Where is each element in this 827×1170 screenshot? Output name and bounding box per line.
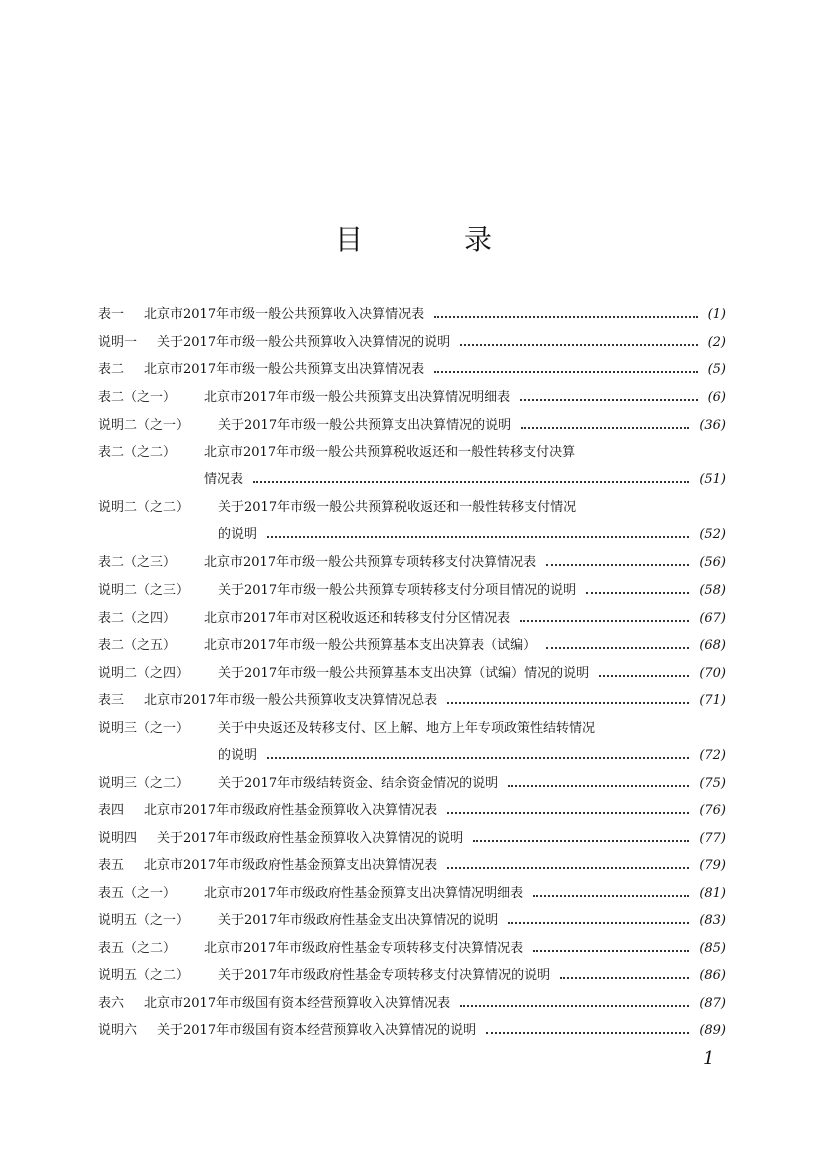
toc-entry-line xyxy=(98,472,726,488)
leader-dots xyxy=(434,316,698,318)
toc-entry[interactable] xyxy=(98,968,726,995)
toc-entry[interactable] xyxy=(98,445,726,499)
toc-entry-line xyxy=(98,886,726,902)
toc-entry-title: 关于2017年市级政府性基金预算收入决算情况的说明 xyxy=(157,831,464,846)
toc-entry-line xyxy=(98,941,726,957)
toc-entry-label: 说明三（之一） xyxy=(98,721,190,736)
toc-entry-label: 表三 xyxy=(98,693,125,708)
toc-entry-label: 说明六 xyxy=(98,1023,138,1038)
toc-entry-label: 说明四 xyxy=(98,831,138,846)
leader-dots xyxy=(460,1005,689,1007)
leader-dots xyxy=(267,536,689,538)
toc-entry-label: 表二（之四） xyxy=(98,611,177,626)
toc-entry-page: (1) xyxy=(707,307,726,322)
toc-entry-line xyxy=(98,968,726,984)
toc-entry[interactable] xyxy=(98,638,726,665)
toc-entry-label: 说明二（之二） xyxy=(98,500,190,515)
toc-entry[interactable] xyxy=(98,611,726,638)
leader-dots xyxy=(560,977,689,979)
toc-entry-title: 北京市2017年市级一般公共预算税收返还和一般性转移支付决算 xyxy=(204,445,576,460)
toc-entry-title: 关于2017年市级政府性基金支出决算情况的说明 xyxy=(218,913,499,928)
leader-dots xyxy=(546,564,689,566)
toc-entry-label: 表五（之一） xyxy=(98,886,177,901)
toc-entry-page: (77) xyxy=(699,831,726,846)
toc-entry-title: 北京市2017年市对区税收返还和转移支付分区情况表 xyxy=(204,611,511,626)
toc-entry-title: 关于中央返还及转移支付、区上解、地方上年专项政策性结转情况 xyxy=(218,721,596,736)
leader-dots xyxy=(447,812,689,814)
leader-dots xyxy=(586,592,689,594)
toc-entry-title: 北京市2017年市级一般公共预算收入决算情况表 xyxy=(144,307,425,322)
leader-dots xyxy=(447,702,689,704)
toc-entry-line xyxy=(98,418,726,434)
toc-entry[interactable] xyxy=(98,858,726,885)
leader-dots xyxy=(253,481,689,483)
toc-entry-title: 关于2017年市级政府性基金专项转移支付决算情况的说明 xyxy=(218,968,551,983)
toc-entry-title: 北京市2017年市级一般公共预算收支决算情况总表 xyxy=(144,693,438,708)
toc-entry-label: 说明五（之一） xyxy=(98,913,190,928)
toc-entry-line xyxy=(98,611,726,627)
toc-entry-line xyxy=(98,1023,726,1039)
leader-dots xyxy=(520,399,698,401)
toc-entry-page: (2) xyxy=(707,335,726,350)
toc-entry-page: (86) xyxy=(699,968,726,983)
page-number: 1 xyxy=(703,1048,715,1069)
toc-entry-label: 说明二（之四） xyxy=(98,666,190,681)
toc-entry[interactable] xyxy=(98,362,726,389)
toc-entry-line xyxy=(98,831,726,847)
toc-entry-label: 表二（之二） xyxy=(98,445,177,460)
toc-entry-title: 关于2017年市级一般公共预算收入决算情况的说明 xyxy=(157,335,451,350)
toc-entry-title: 关于2017年市级国有资本经营预算收入决算情况的说明 xyxy=(157,1023,477,1038)
toc-entry-line xyxy=(98,776,726,792)
leader-dots xyxy=(599,675,689,677)
toc-entry-line xyxy=(98,803,726,819)
toc-entry-title: 北京市2017年市级国有资本经营预算收入决算情况表 xyxy=(144,996,451,1011)
toc-entry-page: (67) xyxy=(699,611,726,626)
toc-entry-title: 关于2017年市级一般公共预算专项转移支付分项目情况的说明 xyxy=(218,583,577,598)
toc-entry[interactable] xyxy=(98,996,726,1023)
toc-entry-line xyxy=(98,307,726,323)
toc-entry[interactable] xyxy=(98,803,726,830)
toc-entry-title: 北京市2017年市级政府性基金专项转移支付决算情况表 xyxy=(204,941,524,956)
toc-entry-label: 说明三（之二） xyxy=(98,776,190,791)
toc-entry[interactable] xyxy=(98,1023,726,1050)
leader-dots xyxy=(533,950,689,952)
toc-entry-label: 表一 xyxy=(98,307,125,322)
toc-entry-label: 说明一 xyxy=(98,335,138,350)
toc-entry-line xyxy=(98,913,726,929)
toc-entry-label: 说明五（之二） xyxy=(98,968,190,983)
toc-entry[interactable] xyxy=(98,913,726,940)
leader-dots xyxy=(267,757,689,759)
toc-entry-page: (72) xyxy=(699,748,726,763)
toc-entry-page: (85) xyxy=(699,941,726,956)
toc-entry-page: (56) xyxy=(699,555,726,570)
leader-dots xyxy=(473,840,689,842)
toc-entry-line xyxy=(98,362,726,378)
toc-entry-page: (83) xyxy=(699,913,726,928)
toc-entry-label: 说明二（之三） xyxy=(98,583,190,598)
leader-dots xyxy=(434,371,698,373)
toc-entry-page: (87) xyxy=(699,996,726,1011)
toc-entry-title: 北京市2017年市级一般公共预算专项转移支付决算情况表 xyxy=(204,555,537,570)
toc-entry-line xyxy=(98,748,726,764)
toc-entry-page: (6) xyxy=(707,390,726,405)
toc-entry-label: 表六 xyxy=(98,996,125,1011)
toc-entry[interactable] xyxy=(98,390,726,417)
toc-entry-line xyxy=(98,527,726,543)
toc-entry[interactable] xyxy=(98,335,726,362)
toc-entry-title: 北京市2017年市级政府性基金预算收入决算情况表 xyxy=(144,803,438,818)
leader-dots xyxy=(447,867,689,869)
toc-entry-title: 的说明 xyxy=(218,527,258,542)
toc-entry[interactable] xyxy=(98,831,726,858)
toc-entry-line xyxy=(98,555,726,571)
toc-entry-page: (5) xyxy=(707,362,726,377)
toc-entry-page: (79) xyxy=(699,858,726,873)
toc-entry-page: (70) xyxy=(699,666,726,681)
toc-entry-page: (58) xyxy=(699,583,726,598)
toc-entry-line xyxy=(98,693,726,709)
toc-entry-title: 关于2017年市级一般公共预算税收返还和一般性转移支付情况 xyxy=(218,500,577,515)
leader-dots xyxy=(521,427,689,429)
toc-entry-label: 表五（之二） xyxy=(98,941,177,956)
toc-entry-line xyxy=(98,500,726,516)
toc-entry-line xyxy=(98,638,726,654)
toc-entry-page: (76) xyxy=(699,803,726,818)
toc-entry-label: 表二（之一） xyxy=(98,390,177,405)
toc-entry[interactable] xyxy=(98,886,726,913)
toc-entry[interactable] xyxy=(98,776,726,803)
toc-entry-title: 关于2017年市级结转资金、结余资金情况的说明 xyxy=(218,776,499,791)
toc-entry-label: 表四 xyxy=(98,803,125,818)
page-title: 目 录 xyxy=(335,222,538,256)
leader-dots xyxy=(460,344,698,346)
toc-entry[interactable] xyxy=(98,941,726,968)
toc-entry-page: (36) xyxy=(699,418,726,433)
toc-entry-line xyxy=(98,721,726,737)
toc-entry-page: (68) xyxy=(699,638,726,653)
toc-entry-title: 北京市2017年市级政府性基金预算支出决算情况明细表 xyxy=(204,886,524,901)
leader-dots xyxy=(486,1032,689,1034)
toc-entry-page: (51) xyxy=(699,472,726,487)
toc-entry-line xyxy=(98,390,726,406)
toc-entry-line xyxy=(98,583,726,599)
toc-entry[interactable] xyxy=(98,693,726,720)
toc-entry[interactable] xyxy=(98,418,726,445)
toc-entry-label: 说明二（之一） xyxy=(98,418,190,433)
toc-entry[interactable] xyxy=(98,666,726,693)
leader-dots xyxy=(546,647,689,649)
toc-entry-page: (75) xyxy=(699,776,726,791)
leader-dots xyxy=(520,620,689,622)
toc-entry-title: 情况表 xyxy=(204,472,244,487)
toc-entry[interactable] xyxy=(98,555,726,582)
toc-entry-page: (52) xyxy=(699,527,726,542)
toc-entry-title: 北京市2017年市级一般公共预算基本支出决算表（试编） xyxy=(204,638,537,653)
toc-entry-page: (81) xyxy=(699,886,726,901)
leader-dots xyxy=(508,785,689,787)
toc-entry-line xyxy=(98,445,726,461)
toc-entry-title: 北京市2017年市级政府性基金预算支出决算情况表 xyxy=(144,858,438,873)
toc-entry-line xyxy=(98,858,726,874)
toc-entry-title: 关于2017年市级一般公共预算基本支出决算（试编）情况的说明 xyxy=(218,666,590,681)
toc-entry-label: 表五 xyxy=(98,858,125,873)
toc-entry-line xyxy=(98,666,726,682)
toc-entry-title: 的说明 xyxy=(218,748,258,763)
toc-entry-title: 北京市2017年市级一般公共预算支出决算情况表 xyxy=(144,362,425,377)
leader-dots xyxy=(533,895,689,897)
leader-dots xyxy=(508,922,689,924)
toc-entry-label: 表二 xyxy=(98,362,125,377)
toc-entry-label: 表二（之三） xyxy=(98,555,177,570)
toc-entry[interactable] xyxy=(98,583,726,610)
toc-entry-page: (71) xyxy=(699,693,726,708)
toc-entry[interactable] xyxy=(98,500,726,554)
toc-entry-title: 关于2017年市级一般公共预算支出决算情况的说明 xyxy=(218,418,512,433)
toc-entry-title: 北京市2017年市级一般公共预算支出决算情况明细表 xyxy=(204,390,511,405)
toc-entry-line xyxy=(98,335,726,351)
toc-entry[interactable] xyxy=(98,721,726,775)
toc-entry-page: (89) xyxy=(699,1023,726,1038)
toc-entry[interactable] xyxy=(98,307,726,334)
toc-entry-label: 表二（之五） xyxy=(98,638,177,653)
toc-entry-line xyxy=(98,996,726,1012)
